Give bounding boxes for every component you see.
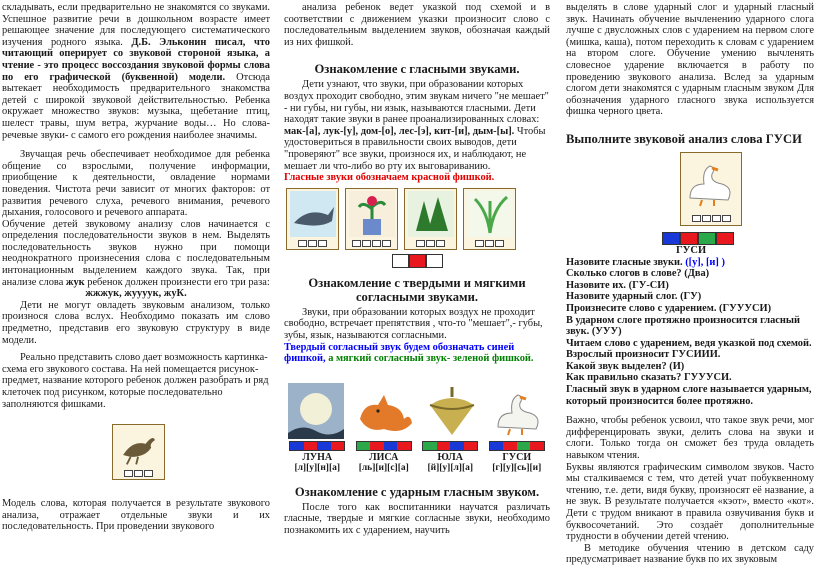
fox-icon xyxy=(354,383,414,439)
flower-pot-icon xyxy=(349,191,395,237)
paragraph: Дети не могут овладеть звуковым анализом, только произнося слова вслух. Необходимо показать им слово предметно, представив его звуковую структуру в виде модели. xyxy=(2,299,270,346)
word-transcription: [г][у][сь][и] xyxy=(492,463,542,474)
sound-model-bar xyxy=(289,441,345,451)
geese-icon xyxy=(684,156,738,210)
paragraph: Модель слова, которая получается в результате звукового анализа, отражает отдельные звуки и их последовательность. При проведении звукового xyxy=(2,498,270,533)
paragraph: выделять в слове ударный слог и ударный гласный звук. Начинать обучение вычленению ударного слога лучше с двусложных слов с ударением на первом слоге (мишка, каша), потом переходить к словам с ударением на втором слоге. Обучение умению вычленять словесное ударение включается в работу по проведению звукового анализа. Вслед за ударным слогом дети знакомятся с ударным гласным звуком Для обозначения ударного гласного звука используется фишка черного цвета. xyxy=(566,2,814,118)
plant-icon xyxy=(467,191,513,237)
word-transcription: [й][у][л][а] xyxy=(427,463,474,474)
word-pictures-row xyxy=(288,369,546,439)
forest-icon xyxy=(408,191,454,237)
paragraph: Твердый согласный звук будем обозначать синей фишкой, а мягкий согласный звук- зеленой фишкой. xyxy=(284,341,534,365)
qa-item: Назовите ударный слог. (ГУ) xyxy=(566,291,702,303)
section-heading: Ознакомление с твердыми и мягкими согласными звуками. xyxy=(308,275,526,304)
sound-cells xyxy=(124,470,153,477)
column-right xyxy=(566,2,814,582)
qa-item: Читаем слово с ударением, ведя указкой под схемой. xyxy=(566,337,812,349)
picture-card xyxy=(345,188,398,250)
paragraph: Дети узнают, что звуки, при образовании которых воздух проходит свободно, этим звукам ничего "не мешает" - ни губы, ни губы, ни язык, называются гласными. Дети находят такие звуки в ранее проанализированных словах: мак-[а], лук-[у], дом-[о], лес-[э], кит-[и], дым-[ы]. Чтобы удостовериться в правильности своих выводов, дети "проверяют" все звуки, произнося их, и наблюдают, не мешает ли что-либо во рту их выговариванию. xyxy=(284,79,549,172)
word-scheme xyxy=(289,441,345,475)
word-label: ЛУНА xyxy=(302,451,333,463)
paragraph: Буквы являются графическим символом звуков. Часто мы сталкиваемся с тем, что детей учат побуквенному чтению, т.е. дети, видя букву, произносят её название, а не звук. В результате получается «кэот», вместо «кот». Дети с трудом вникают в правила озвучивания букв и буквосочетаний. Это создаёт дополнительные трудности в обучении детей чтению. xyxy=(566,461,814,543)
geese-icon xyxy=(490,383,546,439)
word-schemes-row xyxy=(284,441,550,475)
qa-item: Произнесите слово с ударением. (ГУУУСИ) xyxy=(566,302,772,314)
paragraph: Звучащая речь обеспечивает необходимое для ребенка общение со взрослыми, получение информации, приобщение к деятельности, овладение нормами поведения. Чистота речи зависит от многих факторов: от развития речевого слуха, речевого внимания, речевого дыхания, голосового и речевого аппарата. xyxy=(2,149,270,219)
qa-item: Какой звук выделен? (И) xyxy=(566,360,685,372)
picture-card xyxy=(404,188,457,250)
gusi-label: ГУСИ xyxy=(676,244,707,256)
paragraph: складывать, если предварительно не знакомятся со звуками. Успешное развитие речи в дошкольном возрасте имеет решающее значение для последующего систематического изучения родного языка. Д.Б. Эльконин писал, что читающий оперирует со звуковой стороной языка, а чтение - это процесс воссоздания звуковой формы слова по его графической (буквенной) модели. Отсюда вытекает необходимость предварительного знакомства детей с широкой звуковой действительностью. Ребенка окружает множество звуков: музыка, щебетание птиц, шелест травы, шум ветра, журчание воды… Но слова-речевые звуки- с самого его рождения наиболее значимы. xyxy=(2,2,270,141)
sample-pronunciation: жжжук, жуууук, жуК. xyxy=(85,288,187,300)
qa-item: Сколько слогов в слове? (Два) xyxy=(566,268,710,280)
whale-icon xyxy=(290,191,336,237)
sound-model-bar xyxy=(356,441,412,451)
word-label: ГУСИ xyxy=(502,451,532,463)
picture-card xyxy=(463,188,516,250)
qa-item: Взрослый произносит ГУСИИИ. xyxy=(566,349,721,361)
qa-item: Назовите гласные звуки. ([у], [и] ) xyxy=(566,256,725,268)
word-label: ЛИСА xyxy=(369,451,399,463)
column-middle xyxy=(284,2,550,582)
paragraph: Обучение детей звуковому анализу слов начинается с определения последовательности звуков в нем. Выделять последовательность звуков нужно при помощи неоднократного произнесения слова с последовательным интонационным выделением каждого звука. Так, при анализе слова жук ребенок должен произнести его три раза: xyxy=(2,218,270,288)
section-heading: Выполните звуковой анализ слова ГУСИ xyxy=(566,131,802,146)
word-transcription: [ль][и][с][а] xyxy=(358,463,409,474)
bird-icon xyxy=(116,427,162,470)
word-label: ЮЛА xyxy=(437,451,463,463)
paragraph: Звуки, при образовании которых воздух не проходит свободно, встречает препятствия , что-то "мешает",- губы, зубы, язык, называются согласными. xyxy=(284,306,543,341)
moon-icon xyxy=(288,383,344,439)
word-scheme xyxy=(489,441,545,475)
word-scheme xyxy=(356,441,412,475)
paragraph: Реально представить слово дает возможность картинка-схема его звукового состава. На ней помещается рисунок-предмет, название которого ребенок должен разобрать и ряд клеточек под рисунком, которые последовательно заполняются фишками. xyxy=(2,352,269,410)
sound-model-bar xyxy=(489,441,545,451)
red-chip-note: Гласные звуки обозначаем красной фишкой. xyxy=(284,172,495,184)
paragraph: После того как воспитанники научатся различать гласные, твердые и мягкие согласные звуки, необходимо познакомить их с ударением, научить xyxy=(284,501,550,537)
qa-item: В ударном слоге протяжно произносится гласный звук. (УУУ) xyxy=(566,314,800,338)
picture-card xyxy=(286,188,339,250)
picture-scheme-card xyxy=(112,424,165,480)
paragraph: В методике обучения чтению в детском саду предусматривает название букв по их звуковым xyxy=(566,542,814,566)
sound-model-bar xyxy=(422,441,478,451)
picture-scheme-card xyxy=(680,152,742,226)
section-heading: Ознакомление с ударным гласным звуком. xyxy=(294,484,540,499)
gusi-sound-model xyxy=(662,232,734,245)
spinning-top-icon xyxy=(424,383,480,439)
paragraph: Важно, чтобы ребенок усвоил, что такое звук речи, мог дифференцировать звуки, делить слова на звуки и слоги. Только тогда он сможет без труда овладеть навыком чтения. xyxy=(566,415,814,462)
sound-scheme xyxy=(284,254,550,268)
paragraph: анализа ребенок ведет указкой под схемой и в соответствии с движением указки произносит слово с последовательным выделением звуков, обозначая каждый из них фишкой. xyxy=(284,2,550,48)
column-left xyxy=(2,2,270,582)
picture-cards-row xyxy=(286,188,550,250)
qa-item: Как правильно сказать? ГУУУСИ. xyxy=(566,372,732,384)
qa-item: Гласный звук в ударном слоге называется ударным, который произносится более протяжно. xyxy=(566,384,812,407)
qa-item: Назовите их. (ГУ-СИ) xyxy=(566,279,669,291)
section-heading: Ознакомление с гласными звуками. xyxy=(314,62,520,77)
question-answer-list xyxy=(566,257,814,408)
word-transcription: [л][у][н][а] xyxy=(294,463,341,474)
word-scheme xyxy=(422,441,478,475)
